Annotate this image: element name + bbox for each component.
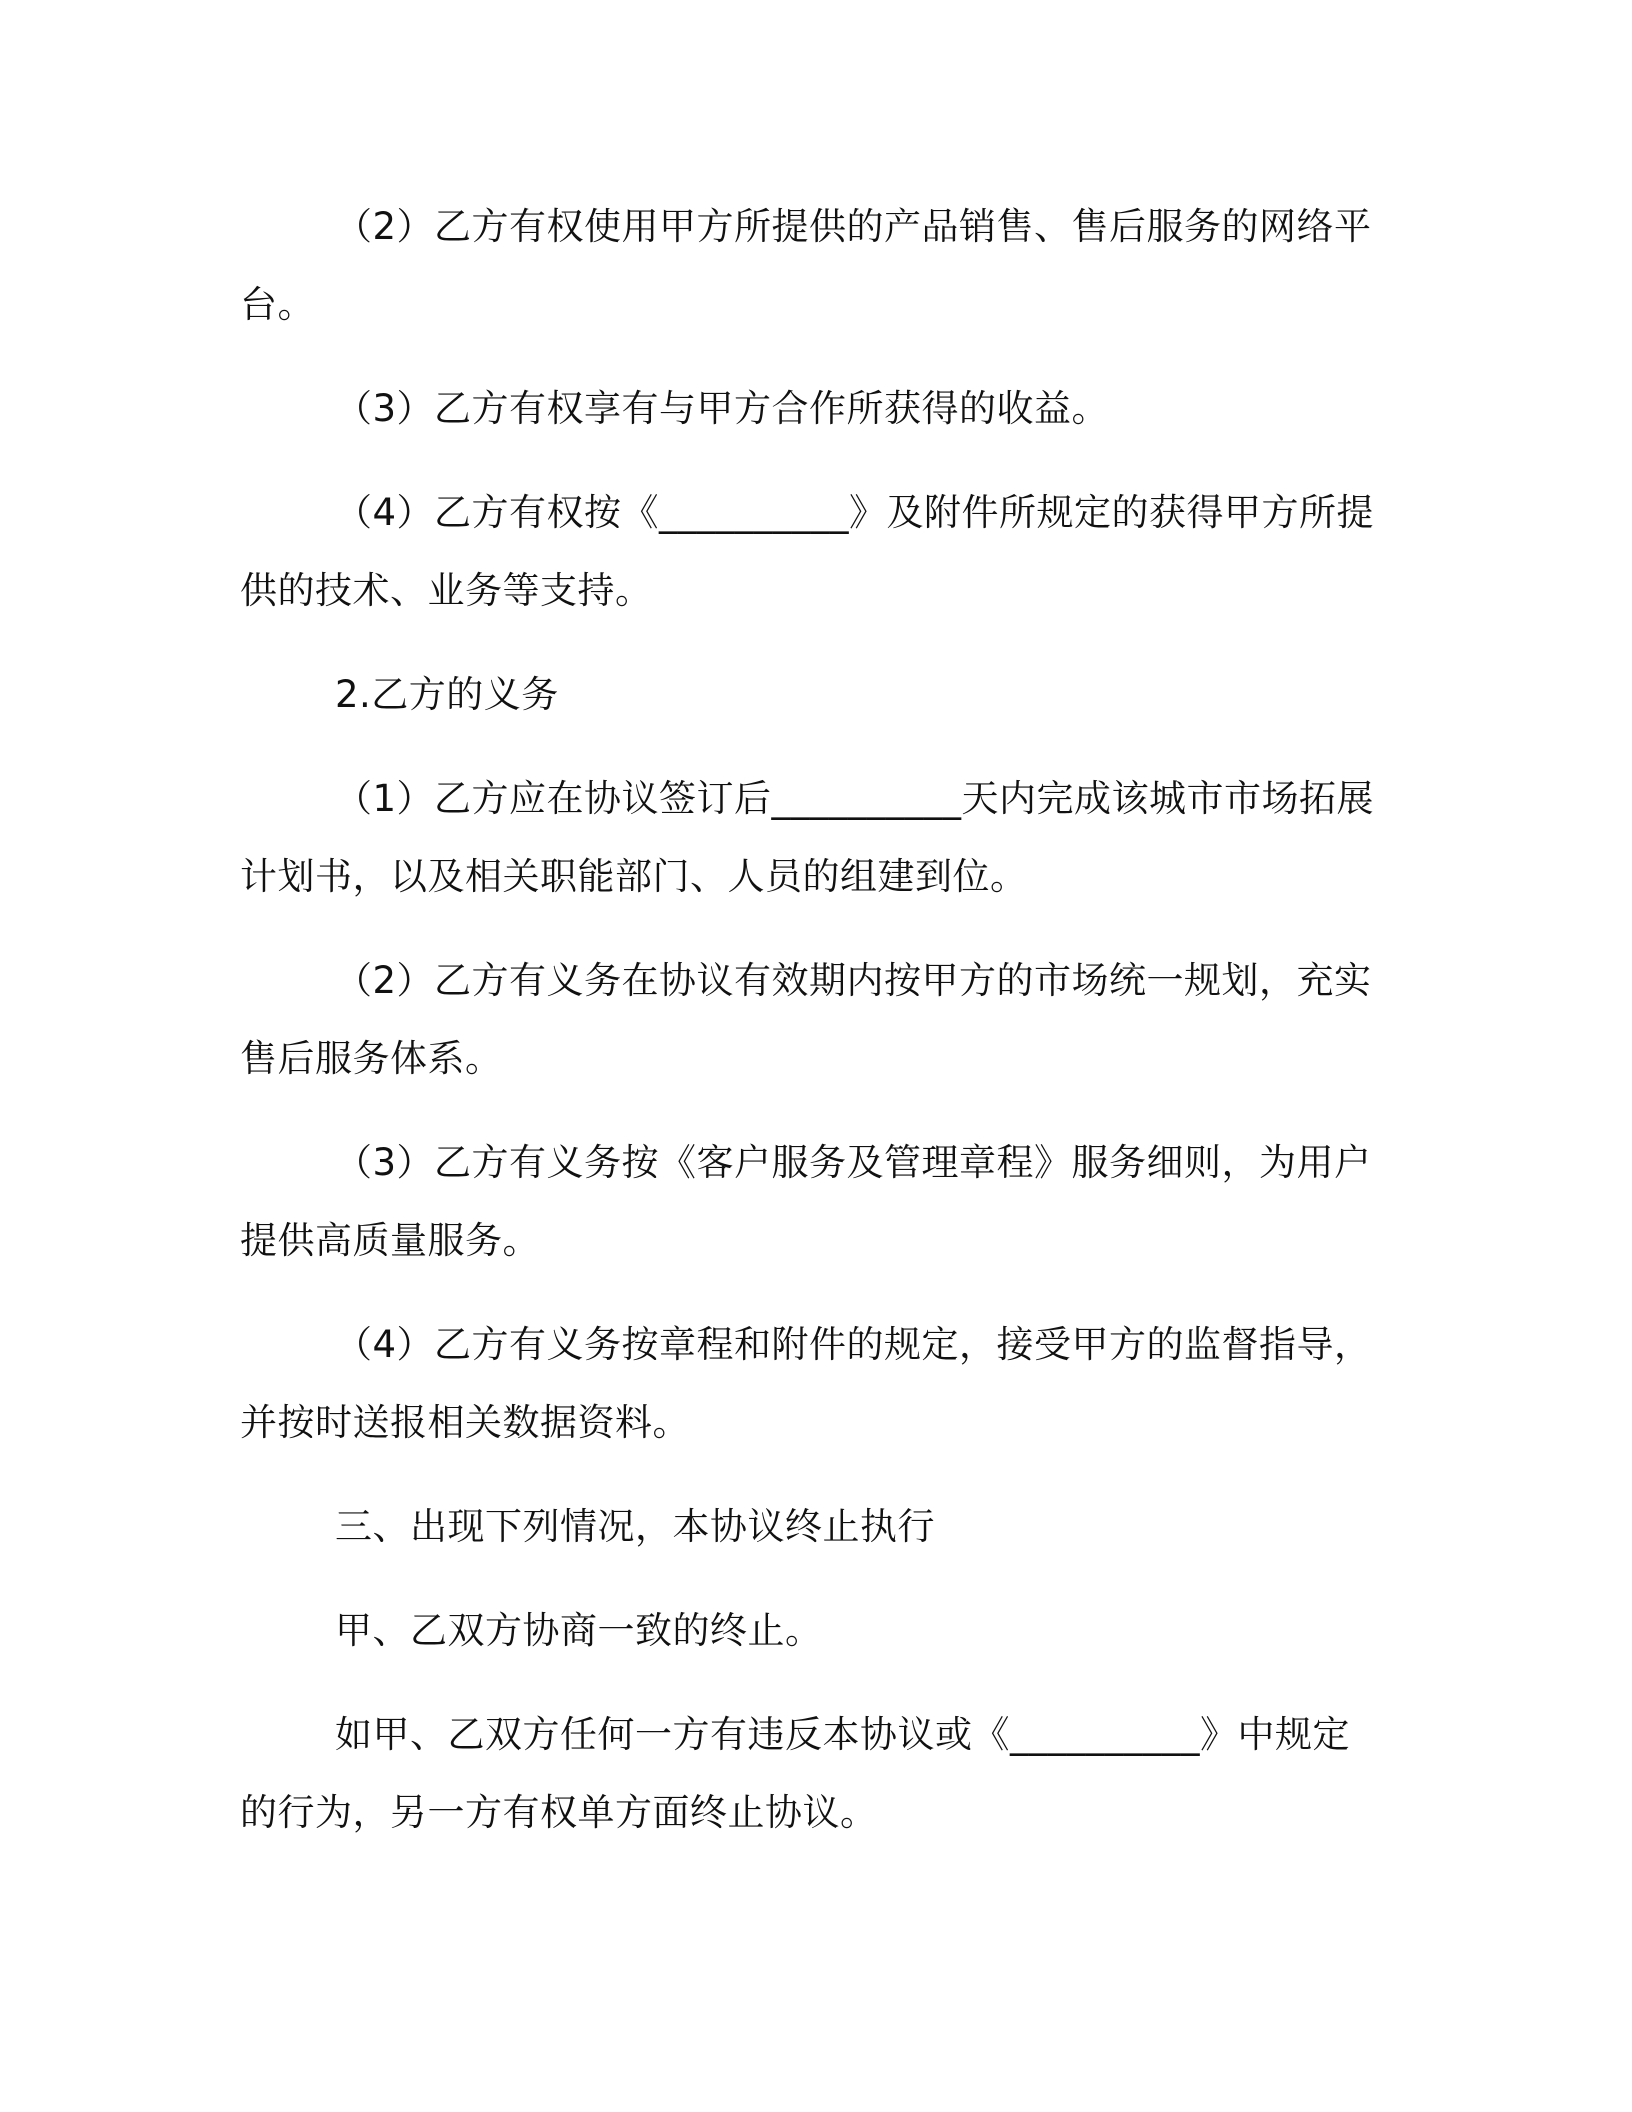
paragraph-obligation-1: （1）乙方应在协议签订后__________天内完成该城市市场拓展计划书，以及相关职能部门、人员的组建到位。 (240, 777, 1375, 898)
paragraph-right-4: （4）乙方有权按《__________》及附件所规定的获得甲方所提供的技术、业务等支持。 (240, 491, 1375, 612)
section-heading-obligations: 2.乙方的义务 (335, 673, 559, 716)
paragraph-termination-2: 如甲、乙双方任何一方有违反本协议或《__________》中规定的行为，另一方有权单方面终止协议。 (240, 1713, 1350, 1834)
paragraph-right-3: （3）乙方有权享有与甲方合作所获得的收益。 (335, 387, 1110, 430)
section-heading-termination: 三、出现下列情况，本协议终止执行 (335, 1505, 935, 1548)
paragraph-right-2: （2）乙方有权使用甲方所提供的产品销售、售后服务的网络平台。 (240, 205, 1372, 326)
document-body (240, 188, 1376, 1878)
paragraph-obligation-4: （4）乙方有义务按章程和附件的规定，接受甲方的监督指导，并按时送报相关数据资料。 (240, 1323, 1372, 1444)
paragraph-obligation-3: （3）乙方有义务按《客户服务及管理章程》服务细则，为用户提供高质量服务。 (240, 1141, 1372, 1262)
paragraph-obligation-2: （2）乙方有义务在协议有效期内按甲方的市场统一规划，充实售后服务体系。 (240, 959, 1372, 1080)
paragraph-termination-1: 甲、乙双方协商一致的终止。 (335, 1609, 823, 1652)
